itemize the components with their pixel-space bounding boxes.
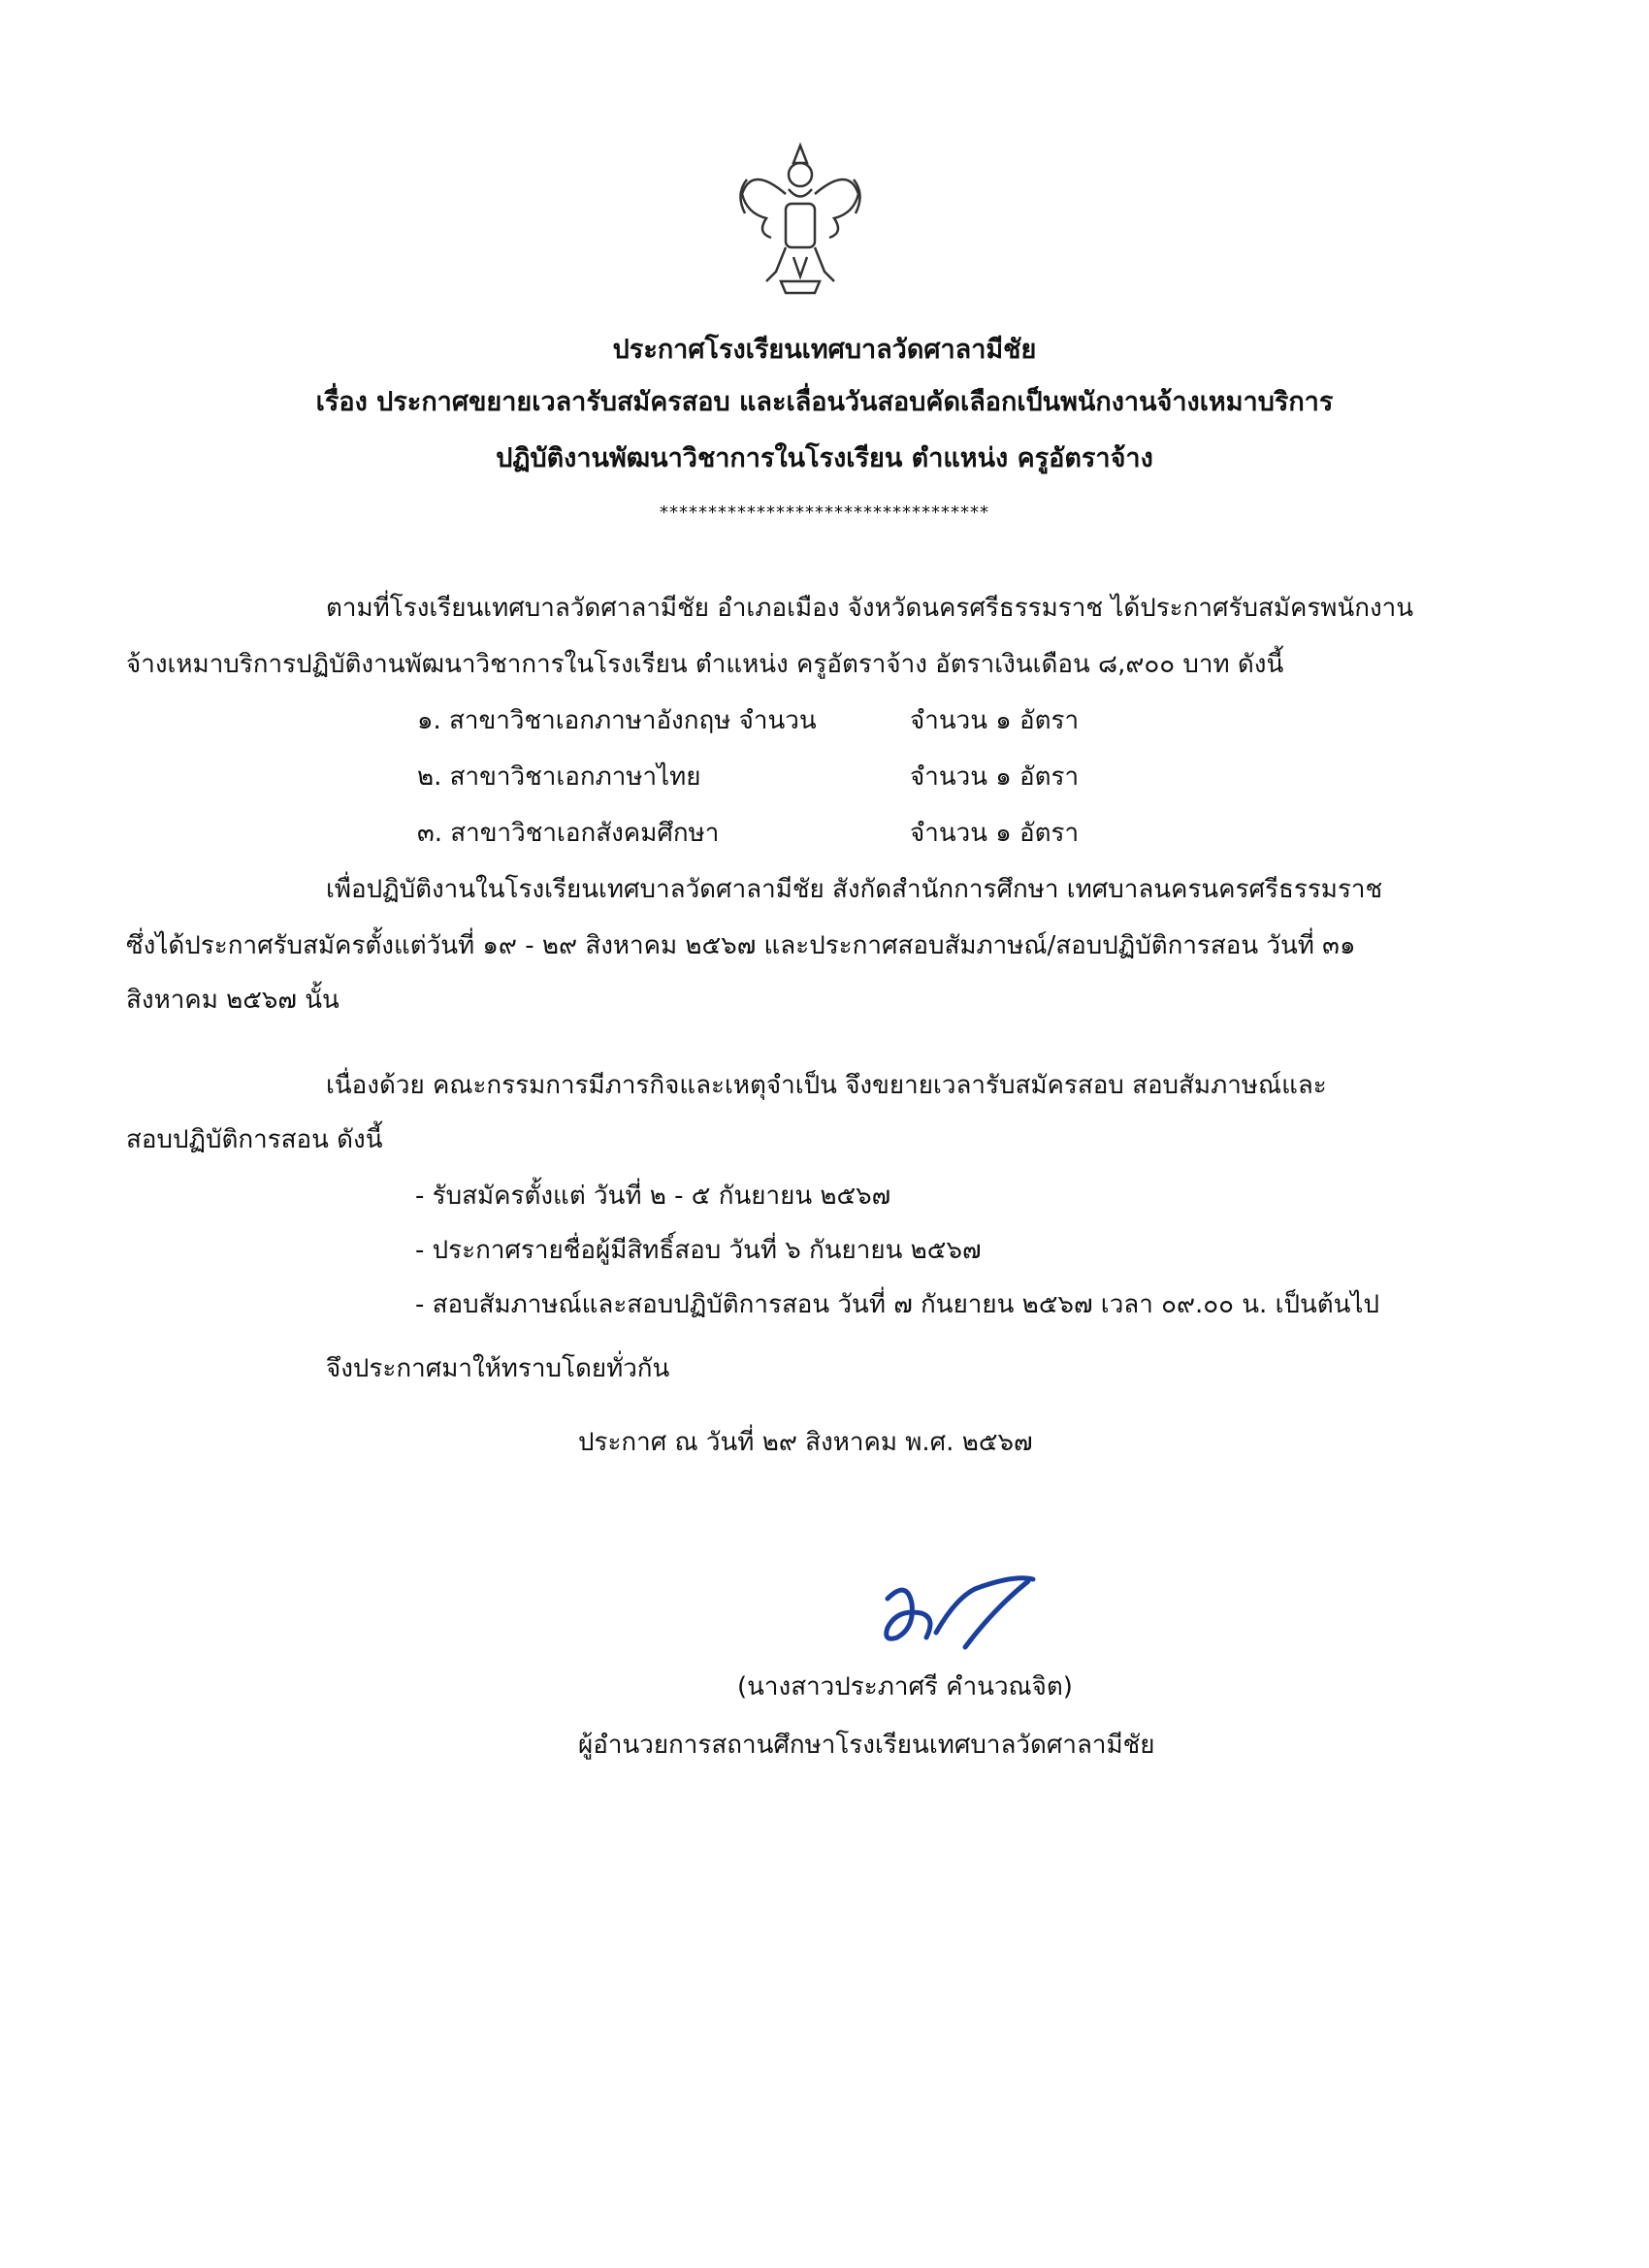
paragraph-2-line-3: สิงหาคม ๒๕๖๗ นั้น	[126, 986, 340, 1015]
paragraph-1-line-2: จ้างเหมาบริการปฏิบัติงานพัฒนาวิชาการในโรงเรียน ตำแหน่ง ครูอัตราจ้าง อัตราเงินเดือน ๘,๙๐๐ บาท ดังนี้	[126, 650, 1284, 679]
position-name: ๑. สาขาวิชาเอกภาษาอังกฤษ จำนวน	[417, 706, 817, 735]
paragraph-1-line-1: ตามที่โรงเรียนเทศบาลวัดศาลามีชัย อำเภอเมือง จังหวัดนครศรีธรรมราช ได้ประกาศรับสมัครพนักงาน	[326, 594, 1414, 623]
paragraph-2-line-2: ซึ่งได้ประกาศรับสมัครตั้งแต่วันที่ ๑๙ - ๒๙ สิงหาคม ๒๕๖๗ และประกาศสอบสัมภาษณ์/สอบปฏิบัติการสอน วันที่ ๓๑	[126, 931, 1356, 960]
announcement-subject-line-1: เรื่อง ประกาศขยายเวลารับสมัครสอบ และเลื่อนวันสอบคัดเลือกเป็นพนักงานจ้างเหมาบริการ	[315, 387, 1334, 417]
position-name: ๒. สาขาวิชาเอกภาษาไทย	[417, 762, 701, 792]
schedule-item: - สอบสัมภาษณ์และสอบปฏิบัติการสอน วันที่ ๗ กันยายน ๒๕๖๗ เวลา ๐๙.๐๐ น. เป็นต้นไป	[415, 1290, 1379, 1319]
signer-position: ผู้อำนวยการสถานศึกษาโรงเรียนเทศบาลวัดศาลามีชัย	[578, 1731, 1155, 1760]
garuda-emblem-icon	[728, 136, 873, 301]
announcement-subject-line-2: ปฏิบัติงานพัฒนาวิชาการในโรงเรียน ตำแหน่ง ครูอัตราจ้าง	[496, 443, 1153, 473]
paragraph-3-line-1: เนื่องด้วย คณะกรรมการมีภารกิจและเหตุจำเป็น จึงขยายเวลารับสมัครสอบ สอบสัมภาษณ์และ	[326, 1071, 1327, 1100]
closing-statement: จึงประกาศมาให้ทราบโดยทั่วกัน	[326, 1354, 670, 1383]
schedule-item: - รับสมัครตั้งแต่ วันที่ ๒ - ๕ กันยายน ๒๕๖๗	[415, 1182, 891, 1211]
position-name: ๓. สาขาวิชาเอกสังคมศึกษา	[417, 819, 720, 848]
signature-icon	[868, 1570, 1043, 1657]
title-separator: **********************************	[660, 502, 989, 523]
position-count: จำนวน ๑ อัตรา	[910, 706, 1080, 735]
position-count: จำนวน ๑ อัตรา	[910, 819, 1080, 848]
announcement-title: ประกาศโรงเรียนเทศบาลวัดศาลามีชัย	[612, 335, 1037, 365]
paragraph-2-line-1: เพื่อปฏิบัติงานในโรงเรียนเทศบาลวัดศาลามีชัย สังกัดสำนักการศึกษา เทศบาลนครนครศรีธรรมราช	[326, 875, 1383, 904]
announcement-date: ประกาศ ณ วันที่ ๒๙ สิงหาคม พ.ศ. ๒๕๖๗	[578, 1428, 1033, 1457]
signer-name: (นางสาวประภาศรี คำนวณจิต)	[737, 1672, 1073, 1701]
paragraph-3-line-2: สอบปฏิบัติการสอน ดังนี้	[126, 1125, 383, 1154]
schedule-item: - ประกาศรายชื่อผู้มีสิทธิ์สอบ วันที่ ๖ กันยายน ๒๕๖๗	[415, 1236, 982, 1265]
position-count: จำนวน ๑ อัตรา	[910, 762, 1080, 792]
